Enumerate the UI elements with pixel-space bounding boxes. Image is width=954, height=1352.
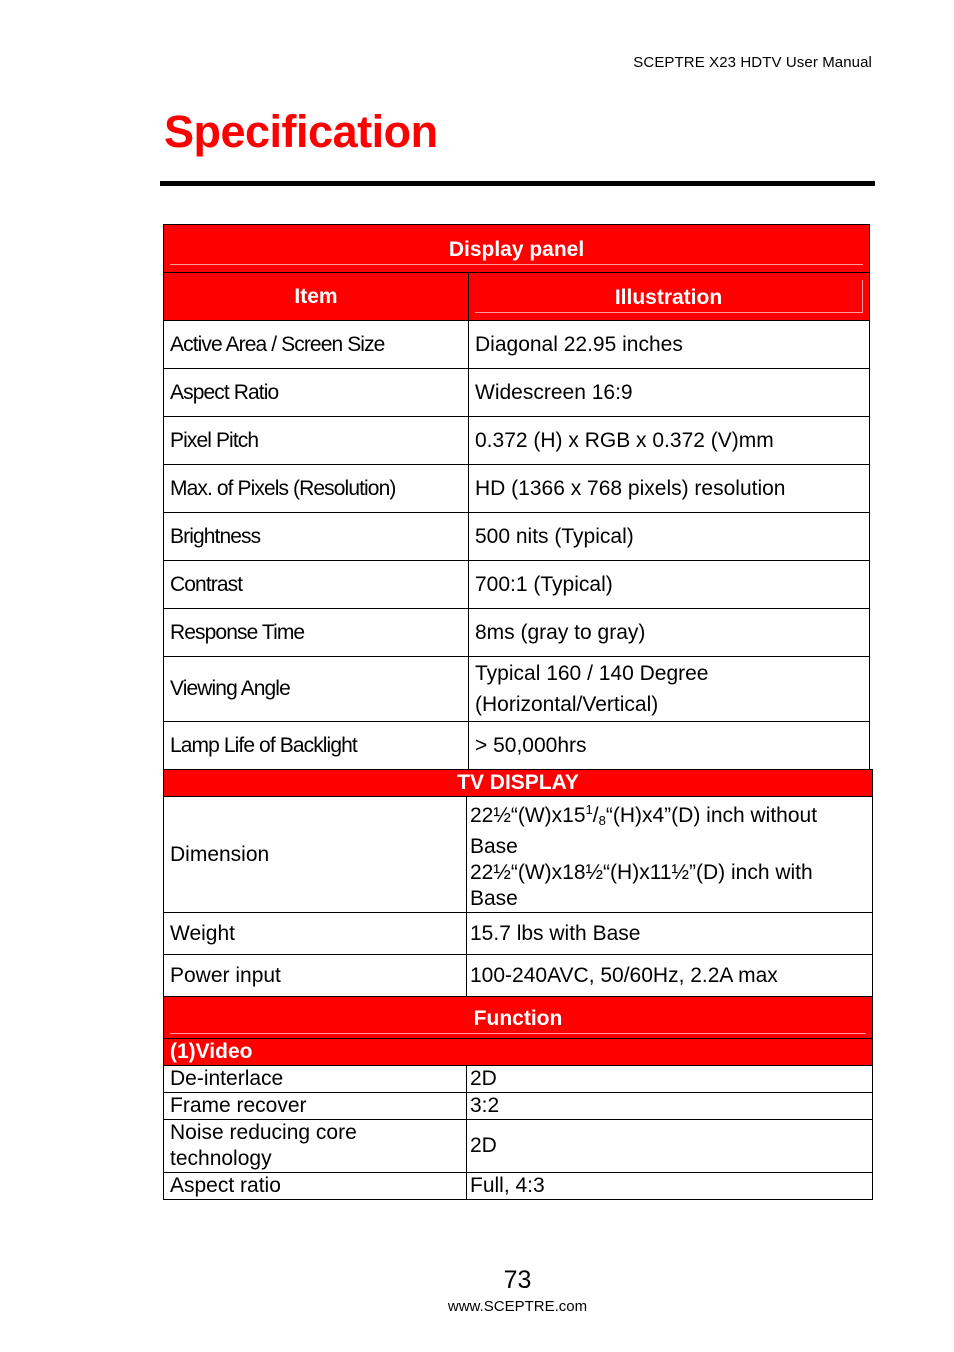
spec-value: 8ms (gray to gray) [469, 609, 870, 657]
table-row [164, 369, 870, 417]
spec-item: Power input [164, 955, 467, 997]
spec-item: Frame recover [164, 1093, 467, 1120]
column-header-item: Item [164, 273, 469, 321]
table-row [164, 722, 870, 770]
spec-value: 100-240AVC, 50/60Hz, 2.2A max [467, 955, 873, 997]
spec-value: 2D [467, 1066, 873, 1093]
spec-item: Viewing Angle [164, 657, 469, 722]
spec-item: Noise reducing core technology [164, 1120, 467, 1173]
video-heading: (1)Video [164, 1039, 873, 1066]
table-row [164, 955, 873, 997]
display-panel-heading: Display panel [164, 225, 870, 273]
table-row [164, 417, 870, 465]
table-row [164, 561, 870, 609]
table-row [164, 657, 870, 722]
table-row [164, 1173, 873, 1200]
table-row [164, 797, 873, 913]
spec-item: Active Area / Screen Size [164, 321, 469, 369]
website-footer: www.SCEPTRE.com [447, 1298, 588, 1315]
display-panel-table [163, 224, 870, 770]
table-row [164, 465, 870, 513]
spec-value: HD (1366 x 768 pixels) resolution [469, 465, 870, 513]
spec-value: 0.372 (H) x RGB x 0.372 (V)mm [469, 417, 870, 465]
spec-value: 700:1 (Typical) [469, 561, 870, 609]
manual-header: SCEPTRE X23 HDTV User Manual [633, 54, 872, 71]
spec-value: Widescreen 16:9 [469, 369, 870, 417]
spec-value: 500 nits (Typical) [469, 513, 870, 561]
table-row [164, 1120, 873, 1173]
spec-item: Lamp Life of Backlight [164, 722, 469, 770]
spec-value: Typical 160 / 140 Degree (Horizontal/Vertical) [469, 657, 870, 722]
display-panel-header-row [164, 225, 870, 273]
column-header-row [164, 273, 870, 321]
spec-value: 2D [467, 1120, 873, 1173]
spec-item: Brightness [164, 513, 469, 561]
title-divider [160, 181, 875, 186]
table-row [164, 1066, 873, 1093]
table-row [164, 513, 870, 561]
table-row [164, 913, 873, 955]
spec-value: Diagonal 22.95 inches [469, 321, 870, 369]
spec-item: Pixel Pitch [164, 417, 469, 465]
spec-item: Max. of Pixels (Resolution) [164, 465, 469, 513]
spec-item: De-interlace [164, 1066, 467, 1093]
spec-item: Aspect ratio [164, 1173, 467, 1200]
table-row [164, 321, 870, 369]
function-heading: Function [164, 997, 873, 1039]
tv-display-heading: TV DISPLAY [164, 770, 873, 797]
video-header-row [164, 1039, 873, 1066]
table-row [164, 1093, 873, 1120]
table-row [164, 609, 870, 657]
spec-value: Full, 4:3 [467, 1173, 873, 1200]
column-header-illustration: Illustration [469, 273, 870, 321]
spec-value: > 50,000hrs [469, 722, 870, 770]
spec-item: Weight [164, 913, 467, 955]
spec-item: Contrast [164, 561, 469, 609]
tv-display-function-table [163, 769, 873, 1200]
function-header-row [164, 997, 873, 1039]
spec-item: Aspect Ratio [164, 369, 469, 417]
spec-value: 3:2 [467, 1093, 873, 1120]
tv-display-header-row [164, 770, 873, 797]
spec-value: 15.7 lbs with Base [467, 913, 873, 955]
spec-value: $22\frac{1}{2}“(W)x15^1/_8“(H)x4”(D)$ inch without Base 22½“(W)x18½“(H)x11½”(D) inch with Base [467, 797, 873, 913]
page-number: 73 [503, 1266, 532, 1294]
spec-item: Response Time [164, 609, 469, 657]
spec-item: Dimension [164, 797, 467, 913]
page-title: Specification [164, 106, 438, 157]
